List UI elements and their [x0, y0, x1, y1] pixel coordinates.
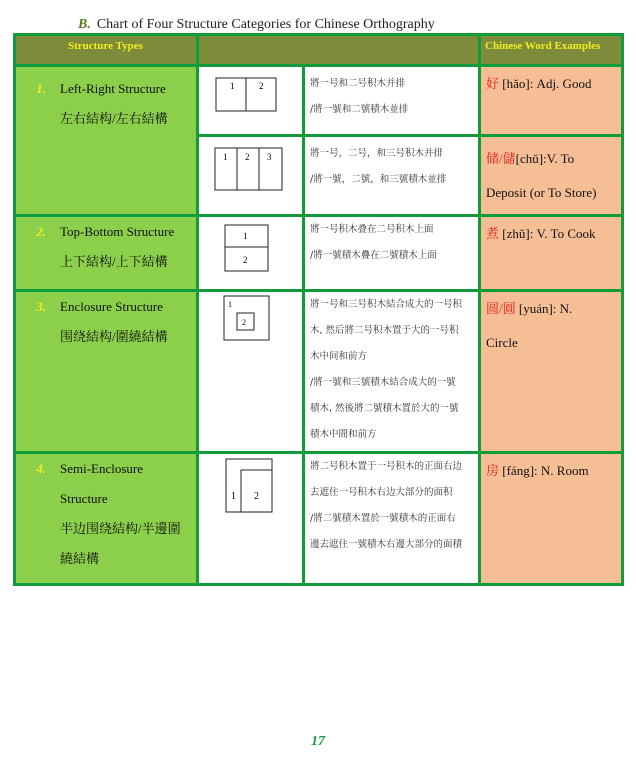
example-cell — [480, 453, 623, 585]
diagram-label: 1 — [223, 152, 228, 162]
category-chinese: 半边围绕結构/半邊圍 — [60, 521, 181, 536]
example-text: [yuán]: N. — [515, 301, 573, 316]
structure-table — [13, 33, 624, 586]
left-right-2-diagram — [199, 67, 299, 133]
description-line: 將一号，二号，和三号积木并排 — [310, 148, 444, 159]
left-right-3-diagram — [199, 137, 299, 213]
chart-title — [78, 17, 435, 33]
category-chinese: 左右結构/左右結構 — [60, 111, 168, 126]
category-name: Top-Bottom Structure — [60, 224, 175, 239]
description-line: 邊去遮住一號積木右邊大部分的面積 — [310, 539, 463, 550]
category-name: Semi-Enclosure — [60, 461, 144, 476]
diagram-label: 1 — [228, 300, 232, 309]
table-row — [15, 291, 623, 453]
description-cell — [304, 136, 480, 216]
category-name: Left-Right Structure — [60, 81, 166, 96]
diagram-cell — [198, 66, 304, 136]
diagram-label: 2 — [243, 255, 248, 265]
diagram-label: 2 — [242, 318, 246, 327]
diagram-label: 1 — [231, 491, 236, 502]
category-cell-2 — [15, 216, 198, 291]
diagram-label: 2 — [245, 152, 250, 162]
diagram-cell — [198, 291, 304, 453]
table-row — [15, 66, 623, 136]
header-examples: Chinese Word Examples — [480, 35, 623, 66]
example-char: 储/儲 — [486, 151, 516, 166]
title-letter: B. — [78, 17, 91, 32]
header-structure-types: Structure Types — [15, 35, 198, 66]
description-line: 積木, 然後將二號積木置於大的一號 — [310, 403, 459, 414]
diagram-cell — [198, 216, 304, 291]
diagram-label: 1 — [243, 231, 248, 241]
category-name-line2: Structure — [60, 491, 108, 506]
category-number: 3. — [36, 299, 46, 314]
table-row — [15, 216, 623, 291]
example-cell — [480, 291, 623, 453]
table-row — [15, 453, 623, 585]
example-text: [hǎo]: Adj. Good — [499, 76, 592, 91]
diagram-cell — [198, 453, 304, 585]
top-bottom-diagram — [199, 217, 299, 287]
enclosure-diagram — [199, 292, 299, 372]
category-chinese: 上下結构/上下結構 — [60, 254, 168, 269]
description-line: /將一號和三號積木結合成大的一號 — [310, 377, 456, 388]
semi-enclosure-diagram — [199, 454, 299, 534]
description-line: 將一号和三号积木結合成大的一号积 — [310, 299, 463, 310]
description-cell — [304, 291, 480, 453]
table-header-row — [15, 35, 623, 66]
example-text: [chǔ]:V. To — [515, 151, 575, 166]
page-number: 17 — [311, 734, 325, 749]
example-char: 圆/圓 — [486, 301, 516, 316]
description-line: /將一號積木疊在二號積木上面 — [310, 250, 437, 261]
description-line: 將二号积木置于一号积木的正面右边 — [310, 461, 463, 472]
example-text-line2: Deposit (or To Store) — [486, 185, 597, 200]
description-line: /將二號積木置於一號積木的正面右 — [310, 513, 456, 524]
diagram-label: 2 — [259, 81, 264, 91]
description-line: 木中间和前方 — [310, 351, 368, 362]
example-char: 煮 — [486, 226, 500, 241]
example-char: 房 — [486, 463, 500, 478]
diagram-cell — [198, 136, 304, 216]
category-number: 2. — [36, 224, 46, 239]
diagram-label: 2 — [254, 491, 259, 502]
category-number: 4. — [36, 461, 46, 476]
description-line: 將一号和二号积木并排 — [310, 78, 406, 89]
description-line: /將一號和二號積木並排 — [310, 104, 409, 115]
category-chinese: 围绕結构/圍繞結構 — [60, 329, 168, 344]
description-line: 去遮住一号积木右边大部分的面积 — [310, 487, 453, 498]
header-blank — [198, 35, 480, 66]
example-cell — [480, 136, 623, 216]
diagram-label: 3 — [267, 152, 272, 162]
description-line: /將一號，二號，和三號積木並排 — [310, 174, 447, 185]
diagram-label: 1 — [230, 81, 235, 91]
category-name: Enclosure Structure — [60, 299, 163, 314]
title-text: Chart of Four Structure Categories for Chinese Orthography — [96, 17, 435, 32]
example-text: [fáng]: N. Room — [499, 463, 589, 478]
example-cell — [480, 66, 623, 136]
category-cell-3 — [15, 291, 198, 453]
example-char: 好 — [486, 76, 500, 91]
description-cell — [304, 66, 480, 136]
example-cell — [480, 216, 623, 291]
description-cell — [304, 216, 480, 291]
example-text: [zhǔ]: V. To Cook — [499, 226, 596, 241]
example-text-line2: Circle — [486, 335, 518, 350]
description-line: 木, 然后將二号积木置于大的一号积 — [310, 325, 459, 336]
description-line: 將一号积木叠在二号积木上面 — [310, 224, 434, 235]
description-line: 積木中間和前方 — [310, 429, 377, 440]
category-number: 1. — [36, 81, 46, 96]
category-chinese-line2: 繞結構 — [60, 551, 100, 566]
category-cell-4 — [15, 453, 198, 585]
description-cell — [304, 453, 480, 585]
category-cell-1 — [15, 66, 198, 216]
